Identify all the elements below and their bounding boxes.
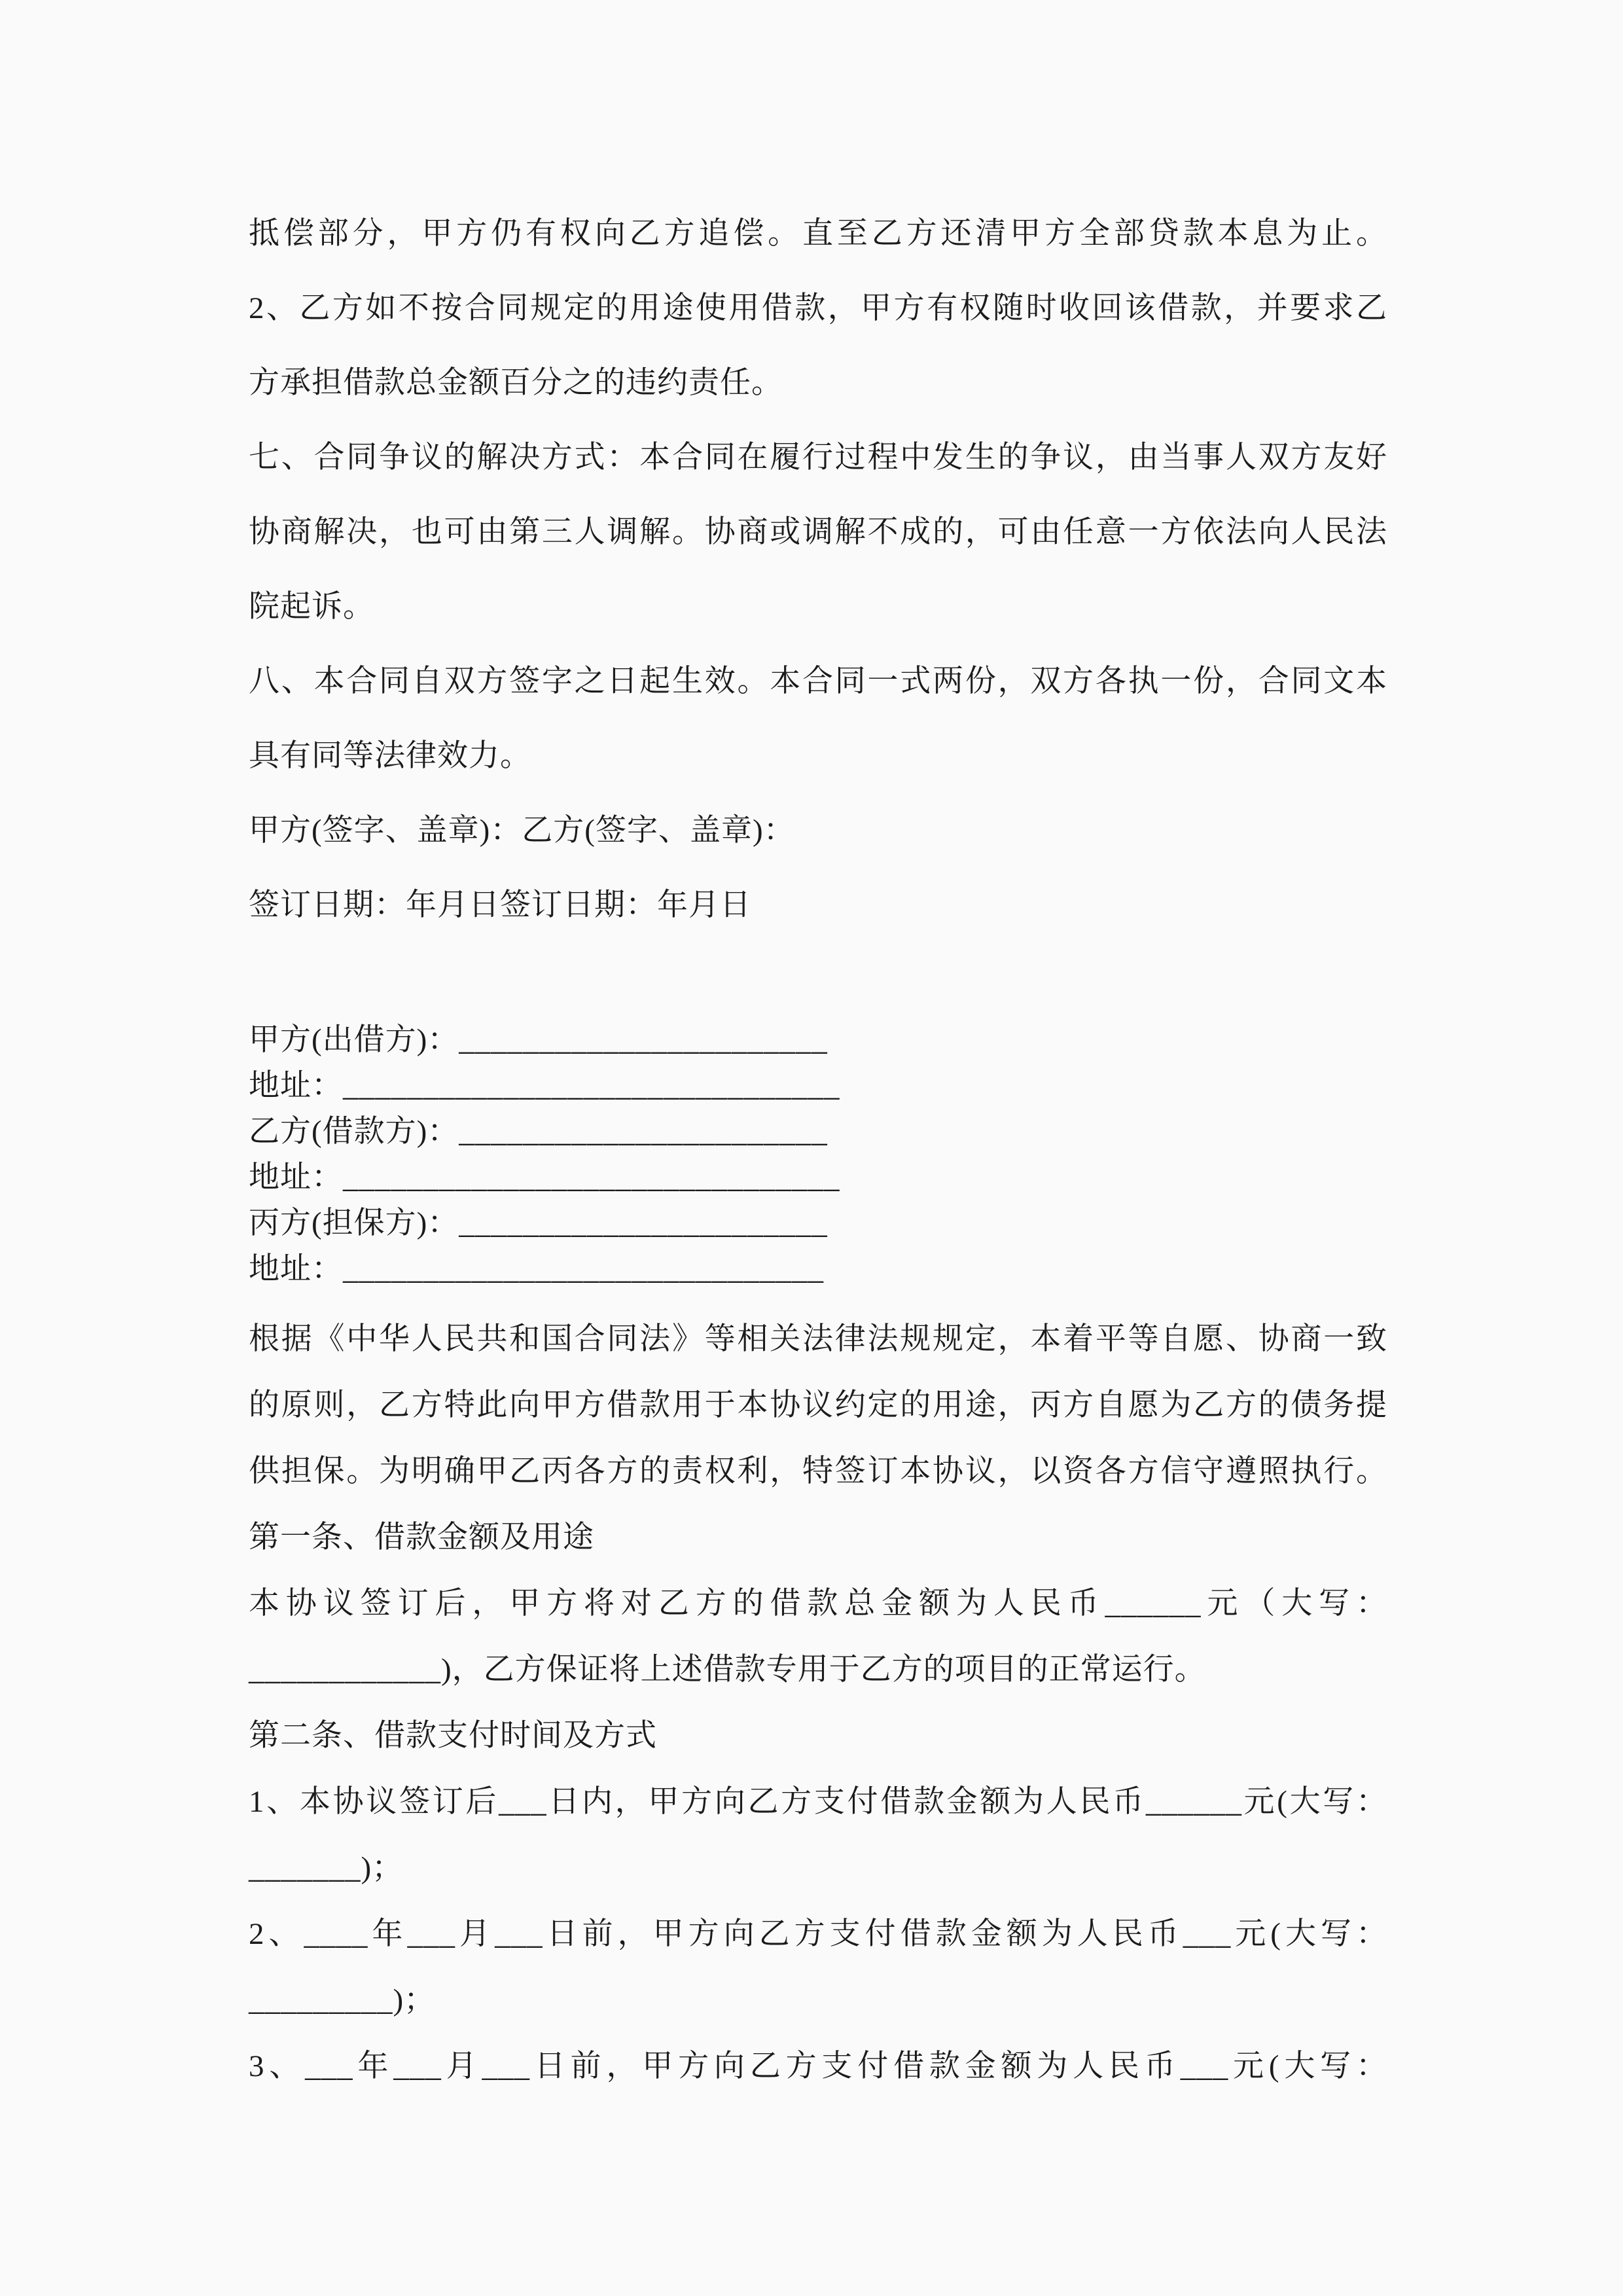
contract-parties-fill-in-section bbox=[249, 1017, 1387, 1292]
document-line: 第一条、借款金额及用途 bbox=[249, 1520, 594, 1554]
document-line: 丙方(担保方)：_______________________ bbox=[249, 1206, 828, 1240]
contract-agreement-section bbox=[249, 1306, 1387, 2100]
document-line: 院起诉。 bbox=[249, 590, 374, 624]
document-line: 签订日期：年月日签订日期：年月日 bbox=[249, 888, 751, 922]
document-line: 地址：_______________________________ bbox=[249, 1069, 840, 1103]
document-line: 八、本合同自双方签字之日起生效。本合同一式两份，双方各执一份，合同文本 bbox=[249, 664, 1387, 698]
document-line: 地址：______________________________ bbox=[249, 1252, 824, 1286]
contract-clauses-section bbox=[249, 196, 1387, 942]
document-line: 七、合同争议的解决方式：本合同在履行过程中发生的争议，由当事人双方友好 bbox=[249, 440, 1387, 475]
document-line: 本协议签订后，甲方将对乙方的借款总金额为人民币______元（大写： bbox=[249, 1587, 1387, 1621]
document-line: 乙方(借款方)：_______________________ bbox=[249, 1115, 828, 1149]
document-line: 抵偿部分，甲方仍有权向乙方追偿。直至乙方还清甲方全部贷款本息为止。 bbox=[249, 217, 1387, 251]
document-line: ____________)，乙方保证将上述借款专用于乙方的项目的正常运行。 bbox=[249, 1653, 1206, 1687]
document-line: 的原则，乙方特此向甲方借款用于本协议约定的用途，丙方自愿为乙方的债务提 bbox=[249, 1388, 1387, 1422]
document-line: _______)； bbox=[249, 1851, 404, 1885]
document-line: 甲方(签字、盖章)：乙方(签字、盖章)： bbox=[249, 814, 795, 848]
document-line: 第二条、借款支付时间及方式 bbox=[249, 1719, 657, 1753]
document-line: 供担保。为明确甲乙丙各方的责权利，特签订本协议，以资各方信守遵照执行。 bbox=[249, 1454, 1387, 1488]
document-line: 地址：_______________________________ bbox=[249, 1160, 840, 1194]
document-line: 3、___年___月___日前，甲方向乙方支付借款金额为人民币___元(大写： bbox=[249, 2049, 1387, 2083]
document-line: 甲方(出借方)：_______________________ bbox=[249, 1023, 828, 1057]
document-line: _________)； bbox=[249, 1983, 436, 2017]
document-line: 方承担借款总金额百分之的违约责任。 bbox=[249, 366, 783, 400]
document-line: 具有同等法律效力。 bbox=[249, 739, 531, 773]
document-line: 2、____年___月___日前，甲方向乙方支付借款金额为人民币___元(大写： bbox=[249, 1917, 1387, 1951]
document-line: 1、本协议签订后___日内，甲方向乙方支付借款金额为人民币______元(大写： bbox=[249, 1785, 1387, 1819]
document-line: 2、乙方如不按合同规定的用途使用借款，甲方有权随时收回该借款，并要求乙 bbox=[249, 291, 1387, 325]
document-line: 根据《中华人民共和国合同法》等相关法律法规规定，本着平等自愿、协商一致 bbox=[249, 1322, 1387, 1356]
document-line: 协商解决，也可由第三人调解。协商或调解不成的，可由任意一方依法向人民法 bbox=[249, 515, 1387, 549]
